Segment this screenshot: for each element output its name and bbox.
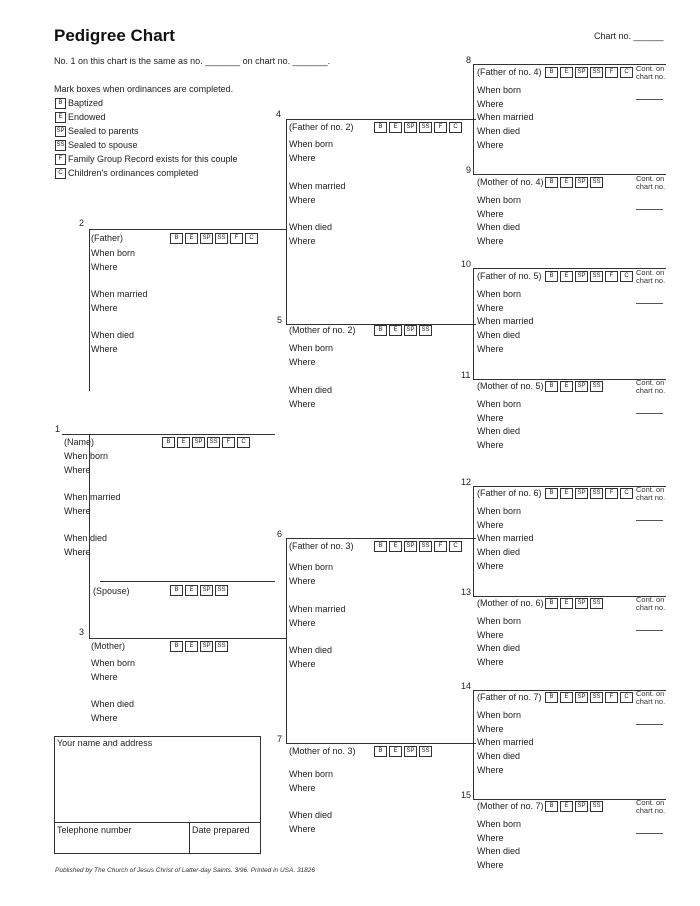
event-field[interactable]: Where [91, 344, 118, 354]
ordinance-checkbox[interactable]: F [605, 67, 618, 78]
event-field[interactable]: When married [91, 289, 148, 299]
event-field[interactable]: When died [477, 330, 521, 340]
ordinance-boxes [170, 641, 228, 652]
publisher-footer: Published by The Church of Jesus Christ of Latter-day Saints. 3/96. Printed in USA. 31826 [55, 867, 316, 874]
cont-chart-label: Cont. on [636, 378, 665, 387]
event-field[interactable]: When born [289, 343, 334, 353]
ordinance-boxes [545, 801, 603, 812]
event-field[interactable]: When born [477, 195, 522, 205]
event-field[interactable]: When died [289, 810, 333, 820]
event-field[interactable]: Where [91, 672, 118, 682]
ordinance-checkbox[interactable]: SS [215, 585, 228, 596]
ordinance-checkbox[interactable]: B [545, 67, 558, 78]
event-field[interactable]: When died [477, 846, 521, 856]
ordinance-boxes [545, 177, 603, 188]
ordinance-checkbox[interactable]: C [449, 122, 462, 133]
ordinance-checkbox[interactable]: B [170, 641, 183, 652]
ordinance-checkbox[interactable]: E [185, 233, 198, 244]
legend-code-box: SS [55, 140, 66, 151]
event-field[interactable]: Where [477, 236, 504, 246]
ordinance-checkbox[interactable]: SS [419, 541, 432, 552]
legend-text: Sealed to parents [68, 126, 139, 136]
legend-text: Endowed [68, 112, 106, 122]
ordinance-checkbox[interactable]: F [605, 488, 618, 499]
ordinance-checkbox[interactable]: B [545, 271, 558, 282]
ordinance-checkbox[interactable]: SP [575, 271, 588, 282]
ordinance-checkbox[interactable]: F [434, 122, 447, 133]
ordinance-checkbox[interactable]: E [560, 692, 573, 703]
ordinance-checkbox[interactable]: B [170, 585, 183, 596]
event-field[interactable]: Where [64, 465, 91, 475]
event-field[interactable]: Where [91, 713, 118, 723]
ordinance-checkbox[interactable]: SS [590, 801, 603, 812]
event-field[interactable]: Where [477, 629, 504, 640]
cont-chart-label: chart no. [636, 806, 666, 815]
legend-code-box: SP [55, 126, 66, 137]
ordinance-checkbox[interactable]: SP [404, 541, 417, 552]
ordinance-checkbox[interactable]: C [237, 437, 250, 448]
event-field[interactable]: Where [477, 412, 504, 423]
event-field[interactable]: When married [477, 316, 534, 326]
person-number: 6 [277, 529, 283, 539]
ordinance-checkbox[interactable]: E [560, 271, 573, 282]
event-field[interactable]: When married [64, 492, 121, 502]
ordinance-checkbox[interactable]: SS [590, 598, 603, 609]
event-field[interactable]: When married [477, 737, 534, 747]
event-field[interactable]: When born [289, 562, 334, 572]
event-field[interactable]: When died [477, 751, 521, 761]
ordinance-checkbox[interactable]: B [374, 541, 387, 552]
event-field[interactable]: When born [64, 451, 109, 461]
legend-code-box: B [55, 98, 66, 109]
event-field[interactable]: When married [289, 604, 346, 614]
ordinance-checkbox[interactable]: SS [215, 233, 228, 244]
tree-line [473, 64, 474, 174]
ordinance-checkbox[interactable]: E [185, 641, 198, 652]
ordinance-checkbox[interactable]: SS [590, 177, 603, 188]
cont-chart-blank[interactable] [636, 413, 663, 414]
cont-chart-label: Cont. on [636, 174, 665, 183]
event-field[interactable]: Where [64, 506, 91, 516]
cont-chart-label: chart no. [636, 697, 666, 706]
person-name-field[interactable]: (Name) [64, 437, 95, 447]
event-field[interactable]: When born [477, 819, 522, 829]
page-title: Pedigree Chart [54, 26, 175, 45]
ordinance-boxes [545, 692, 633, 703]
cont-chart-blank[interactable] [636, 724, 663, 725]
ordinance-checkbox[interactable]: E [389, 541, 402, 552]
legend-code-box: C [55, 168, 66, 179]
event-field[interactable]: When died [91, 699, 135, 709]
cont-chart-label: chart no. [636, 386, 666, 395]
ordinance-checkbox[interactable]: F [230, 233, 243, 244]
person-number: 8 [466, 55, 472, 65]
person-name-field[interactable]: (Mother of no. 4) [477, 177, 544, 187]
tree-line [89, 229, 90, 391]
event-field[interactable]: When died [477, 126, 521, 136]
ordinance-checkbox[interactable]: E [185, 585, 198, 596]
person-number: 14 [461, 681, 472, 691]
event-field[interactable]: When born [477, 85, 522, 95]
event-field[interactable]: When died [64, 533, 108, 543]
ordinance-checkbox[interactable]: F [605, 271, 618, 282]
ordinance-boxes [170, 585, 228, 596]
event-field[interactable]: Where [289, 659, 316, 669]
person-number: 10 [461, 259, 472, 269]
ordinance-checkbox[interactable]: B [545, 381, 558, 392]
cont-chart-label: chart no. [636, 182, 666, 191]
ordinance-checkbox[interactable]: E [560, 801, 573, 812]
cont-chart-blank[interactable] [636, 630, 663, 631]
divider [189, 822, 190, 854]
person-name-field[interactable]: (Mother of no. 5) [477, 381, 544, 391]
cont-chart-label: chart no. [636, 72, 666, 81]
event-field[interactable]: Where [477, 860, 504, 870]
tree-line [286, 119, 476, 120]
ordinance-checkbox[interactable]: SS [590, 67, 603, 78]
ordinance-boxes [545, 598, 603, 609]
tree-line [286, 538, 287, 743]
person-number: 2 [79, 218, 85, 228]
chart-number-field[interactable]: Chart no. ______ [594, 31, 664, 41]
ordinance-checkbox[interactable]: SS [419, 122, 432, 133]
person-name-field[interactable]: (Father of no. 2) [289, 122, 354, 132]
event-field[interactable]: When born [91, 658, 136, 668]
event-field[interactable]: Where [91, 303, 118, 313]
ordinance-checkbox[interactable]: B [545, 801, 558, 812]
person-name-field[interactable]: (Father of no. 5) [477, 271, 542, 281]
event-field[interactable]: When died [289, 645, 333, 655]
event-field[interactable]: Where [289, 824, 316, 834]
cont-chart-label: Cont. on [636, 64, 665, 73]
legend-text: Children's ordinances completed [68, 168, 199, 178]
event-field[interactable]: When married [477, 112, 534, 122]
date-prepared-label: Date prepared [192, 825, 250, 835]
cont-chart-label: chart no. [636, 493, 666, 502]
tree-line [62, 434, 275, 435]
event-field[interactable]: Where [477, 98, 504, 109]
ordinance-boxes [374, 541, 462, 552]
tree-line [89, 229, 286, 230]
tree-line [473, 268, 474, 379]
telephone-label: Telephone number [57, 825, 132, 835]
event-field[interactable]: Where [289, 618, 316, 628]
event-field[interactable]: When born [477, 289, 522, 299]
event-field[interactable]: When died [289, 385, 333, 395]
ordinance-checkbox[interactable]: F [222, 437, 235, 448]
event-field[interactable]: Where [477, 764, 504, 775]
ordinance-checkbox[interactable]: C [245, 233, 258, 244]
ordinance-checkbox[interactable]: E [389, 122, 402, 133]
ordinance-checkbox[interactable]: E [560, 67, 573, 78]
legend-intro: Mark boxes when ordinances are completed. [54, 84, 234, 94]
cont-chart-blank[interactable] [636, 99, 663, 100]
ordinance-boxes [545, 271, 633, 282]
legend-code-box: F [55, 154, 66, 165]
event-field[interactable]: When died [477, 222, 521, 232]
person-number: 11 [461, 370, 471, 380]
ordinance-checkbox[interactable]: SP [575, 692, 588, 703]
legend-text: Baptized [68, 98, 104, 108]
ordinance-checkbox[interactable]: SS [419, 325, 432, 336]
cont-chart-blank[interactable] [636, 303, 663, 304]
event-field[interactable]: Where [289, 357, 316, 367]
event-field[interactable]: When died [91, 330, 135, 340]
name-address-box[interactable] [54, 736, 261, 854]
event-field[interactable]: When died [289, 222, 333, 232]
person-number: 12 [461, 477, 472, 487]
ordinance-checkbox[interactable]: B [374, 746, 387, 757]
person-name-field[interactable]: (Father of no. 3) [289, 541, 354, 551]
ordinance-checkbox[interactable]: E [560, 381, 573, 392]
ordinance-checkbox[interactable]: SS [590, 692, 603, 703]
event-field[interactable]: Where [477, 343, 504, 354]
cont-chart-label: chart no. [636, 603, 666, 612]
person-name-field[interactable]: (Father) [91, 233, 124, 243]
event-field[interactable]: Where [477, 440, 504, 450]
ordinance-checkbox[interactable]: B [545, 598, 558, 609]
event-field[interactable]: When married [289, 181, 346, 191]
event-field[interactable]: When born [289, 769, 334, 779]
event-field[interactable]: When died [477, 643, 521, 653]
event-field[interactable]: Where [477, 657, 504, 667]
ordinance-checkbox[interactable]: B [374, 122, 387, 133]
ordinance-checkbox[interactable]: SS [590, 488, 603, 499]
tree-line [286, 119, 287, 324]
divider [54, 822, 261, 823]
person-number: 15 [461, 790, 472, 800]
legend-code-box: E [55, 112, 66, 123]
cont-chart-blank[interactable] [636, 520, 663, 521]
tree-line [473, 690, 474, 799]
tree-line [286, 743, 476, 744]
ordinance-checkbox[interactable]: SP [575, 801, 588, 812]
legend-text: Family Group Record exists for this couple [68, 154, 238, 164]
person-number: 1 [55, 424, 61, 434]
event-field[interactable]: Where [91, 262, 118, 272]
event-field[interactable]: Where [64, 547, 91, 557]
ordinance-checkbox[interactable]: SP [575, 381, 588, 392]
ordinance-checkbox[interactable]: B [162, 437, 175, 448]
ordinance-checkbox[interactable]: C [620, 271, 633, 282]
event-field[interactable]: Where [289, 399, 316, 409]
person-number: 13 [461, 587, 472, 597]
event-field[interactable]: When died [477, 547, 521, 557]
person-number: 3 [79, 627, 85, 637]
person-name-field[interactable]: (Father of no. 7) [477, 692, 542, 702]
ordinance-checkbox[interactable]: C [620, 67, 633, 78]
person-name-field[interactable]: (Mother of no. 6) [477, 598, 544, 608]
ordinance-checkbox[interactable]: E [560, 488, 573, 499]
ordinance-checkbox[interactable]: E [389, 325, 402, 336]
tree-line [100, 581, 275, 582]
cont-chart-label: Cont. on [636, 595, 665, 604]
event-field[interactable]: Where [477, 560, 504, 571]
ordinance-checkbox[interactable]: F [605, 692, 618, 703]
person-number: 4 [276, 109, 282, 119]
ordinance-checkbox[interactable]: SP [575, 488, 588, 499]
person-name-field[interactable]: (Father of no. 4) [477, 67, 542, 77]
event-field[interactable]: Where [289, 576, 316, 586]
ordinance-boxes [170, 233, 258, 244]
ordinance-checkbox[interactable]: E [560, 177, 573, 188]
cont-chart-blank[interactable] [636, 209, 663, 210]
ordinance-boxes [545, 381, 603, 392]
event-field[interactable]: Where [477, 302, 504, 313]
ordinance-checkbox[interactable]: B [374, 325, 387, 336]
event-field[interactable]: Where [477, 832, 504, 843]
person-name-field[interactable]: (Mother) [91, 641, 126, 651]
ordinance-checkbox[interactable]: B [170, 233, 183, 244]
event-field[interactable]: When born [477, 506, 522, 516]
ordinance-checkbox[interactable]: SP [192, 437, 205, 448]
ordinance-checkbox[interactable]: C [620, 692, 633, 703]
cont-chart-label: chart no. [636, 276, 666, 285]
ordinance-checkbox[interactable]: B [545, 692, 558, 703]
cont-chart-label: Cont. on [636, 268, 665, 277]
ordinance-checkbox[interactable]: C [620, 488, 633, 499]
event-field[interactable]: Where [289, 783, 316, 793]
person-number: 9 [466, 165, 472, 175]
ordinance-boxes [374, 122, 462, 133]
ordinance-checkbox[interactable]: B [545, 488, 558, 499]
ordinance-checkbox[interactable]: SP [404, 325, 417, 336]
event-field[interactable]: Where [477, 139, 504, 150]
ordinance-checkbox[interactable]: SS [590, 381, 603, 392]
ordinance-checkbox[interactable]: SS [590, 271, 603, 282]
same-as-statement: No. 1 on this chart is the same as no. _______ on chart no. _______. [54, 56, 331, 66]
event-field[interactable]: Where [289, 195, 316, 205]
cont-chart-label: Cont. on [636, 798, 665, 807]
ordinance-checkbox[interactable]: E [389, 746, 402, 757]
person-name-field[interactable]: (Mother of no. 2) [289, 325, 356, 335]
person-name-field[interactable]: (Mother of no. 3) [289, 746, 356, 756]
ordinance-boxes [374, 325, 432, 336]
event-field[interactable]: Where [477, 519, 504, 530]
name-address-label: Your name and address [57, 738, 153, 748]
event-field[interactable]: Where [289, 236, 316, 246]
ordinance-checkbox[interactable]: SP [575, 177, 588, 188]
ordinance-checkbox[interactable]: SP [404, 122, 417, 133]
event-field[interactable]: Where [477, 723, 504, 734]
ordinance-checkbox[interactable]: F [434, 541, 447, 552]
ordinance-checkbox[interactable]: SS [207, 437, 220, 448]
ordinance-checkbox[interactable]: SP [200, 585, 213, 596]
cont-chart-blank[interactable] [636, 833, 663, 834]
person-name-field[interactable]: (Mother of no. 7) [477, 801, 544, 811]
legend-text: Sealed to spouse [68, 140, 138, 150]
tree-line [89, 638, 286, 639]
ordinance-boxes [545, 67, 633, 78]
ordinance-boxes [545, 488, 633, 499]
event-field[interactable]: Where [289, 153, 316, 163]
ordinance-checkbox[interactable]: SS [419, 746, 432, 757]
event-field[interactable]: Where [477, 208, 504, 219]
ordinance-checkbox[interactable]: E [560, 598, 573, 609]
event-field[interactable]: When born [91, 248, 136, 258]
ordinance-checkbox[interactable]: C [449, 541, 462, 552]
ordinance-checkbox[interactable]: B [545, 177, 558, 188]
event-field[interactable]: When born [477, 399, 522, 409]
ordinance-boxes [162, 437, 250, 448]
ordinance-checkbox[interactable]: SP [200, 233, 213, 244]
event-field[interactable]: When born [477, 616, 522, 626]
event-field[interactable]: When born [289, 139, 334, 149]
tree-line [286, 538, 476, 539]
ordinance-checkbox[interactable]: SP [575, 67, 588, 78]
event-field[interactable]: When died [477, 426, 521, 436]
person-number: 5 [277, 315, 283, 325]
ordinance-boxes [374, 746, 432, 757]
event-field[interactable]: When married [477, 533, 534, 543]
ordinance-checkbox[interactable]: SP [200, 641, 213, 652]
event-field[interactable]: When born [477, 710, 522, 720]
tree-line [473, 486, 474, 596]
ordinance-checkbox[interactable]: SP [575, 598, 588, 609]
cont-chart-label: Cont. on [636, 689, 665, 698]
person-name-field[interactable]: (Father of no. 6) [477, 488, 542, 498]
spouse-name-field[interactable]: (Spouse) [93, 586, 130, 596]
ordinance-checkbox[interactable]: SS [215, 641, 228, 652]
ordinance-checkbox[interactable]: SP [404, 746, 417, 757]
cont-chart-label: Cont. on [636, 485, 665, 494]
person-number: 7 [277, 734, 283, 744]
ordinance-checkbox[interactable]: E [177, 437, 190, 448]
